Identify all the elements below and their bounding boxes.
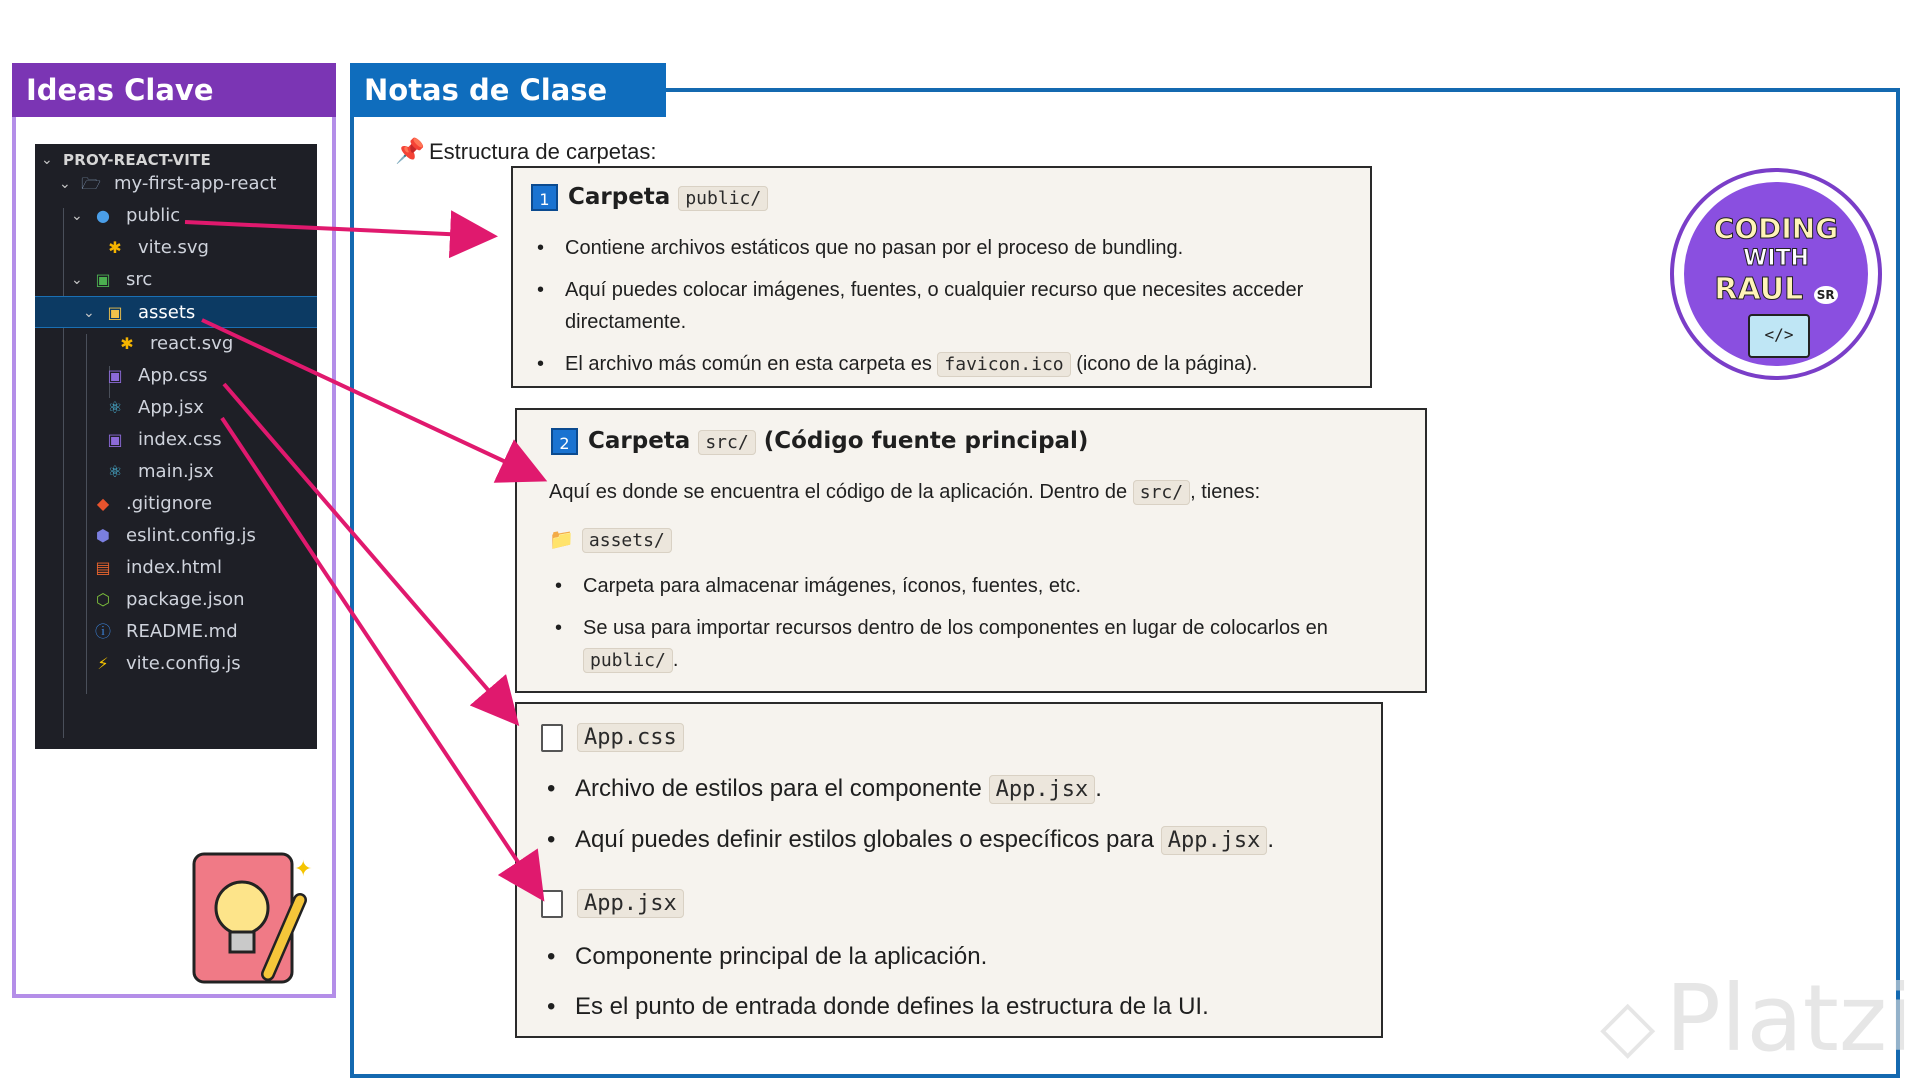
tree-item-label: README.md (126, 621, 238, 642)
git-icon: ◆ (96, 494, 110, 513)
tree-item-label: my-first-app-react (114, 173, 277, 194)
arrow-app-css (224, 384, 514, 720)
inline-code: src/ (698, 430, 755, 455)
inline-code: public/ (678, 186, 768, 211)
tree-item-label: eslint.config.js (126, 525, 256, 546)
watermark-text: Platzi (1665, 965, 1913, 1072)
inline-code: favicon.ico (937, 352, 1070, 377)
bullet-text: Componente principal de la aplicación. (575, 943, 988, 970)
arrow-public (185, 222, 490, 236)
tree-item-label: App.jsx (138, 397, 204, 418)
tree-item-label: package.json (126, 589, 245, 610)
tree-item-label: react.svg (150, 333, 234, 354)
chevron-down-icon: ⌄ (59, 176, 71, 192)
html-file-icon: ▤ (95, 558, 111, 577)
folder-public-icon: ● (96, 206, 110, 225)
number-badge: 2 (551, 428, 578, 455)
tree-item-label: src (126, 269, 153, 290)
folder-src-icon: ▣ (95, 270, 111, 289)
tree-item-label: assets (138, 302, 196, 323)
bullet-text: Carpeta para almacenar imágenes, íconos, fuentes, etc. (583, 575, 1082, 597)
inline-code: public/ (583, 648, 673, 673)
tree-item-label: App.css (138, 365, 208, 386)
bullet-text: directamente. (565, 311, 687, 333)
inline-code: assets/ (582, 528, 672, 553)
tree-item-label: main.jsx (138, 461, 214, 482)
info-icon: ⓘ (94, 622, 111, 641)
logo-badge: SR (1814, 286, 1838, 304)
notas-de-clase-header: Notas de Clase (350, 63, 666, 117)
card-title-text: Carpeta (568, 184, 671, 210)
tree-item-label: index.html (126, 557, 222, 578)
vite-icon: ⚡ (97, 654, 109, 673)
logo-text: WITH (1743, 246, 1809, 271)
explorer-root-label: PROY-REACT-VITE (63, 151, 211, 169)
inline-code: App.css (577, 723, 684, 752)
bullet-text: . (672, 649, 679, 671)
inline-code: App.jsx (577, 889, 684, 918)
tree-item-label: index.css (138, 429, 222, 450)
eslint-icon: ⬢ (96, 526, 110, 545)
code-window-icon: </> (1748, 314, 1810, 358)
svg-file-icon: ✱ (120, 334, 134, 353)
inline-code: src/ (1133, 480, 1190, 505)
card-title-text: Carpeta (588, 428, 691, 454)
bullet-text: (icono de la página). (1076, 353, 1258, 375)
number-badge: 1 (531, 184, 558, 211)
bullet-text: Aquí puedes colocar imágenes, fuentes, o cualquier recurso que necesites acceder (565, 279, 1304, 301)
bullet-text: Aquí puedes definir estilos globales o específicos para (575, 826, 1155, 853)
pushpin-icon: 📌 (395, 138, 425, 165)
card-title-suffix: (Código fuente principal) (763, 428, 1089, 454)
bullet-text: Es el punto de entrada donde defines la estructura de la UI. (575, 993, 1209, 1020)
tree-item-label: public (126, 205, 181, 226)
svg-file-icon: ✱ (108, 238, 122, 257)
bullet-text: Archivo de estilos para el componente (575, 775, 982, 802)
bullet-text: Contiene archivos estáticos que no pasan por el proceso de bundling. (565, 237, 1184, 259)
logo-text: RAUL (1714, 272, 1804, 307)
css-file-icon: ▣ (107, 430, 123, 449)
logo-text: CODING (1713, 212, 1839, 245)
intro-text: , tienes: (1190, 481, 1261, 503)
folder-assets-icon: ▣ (107, 303, 123, 322)
inline-code: App.jsx (989, 775, 1096, 804)
chevron-down-icon: ⌄ (41, 152, 53, 168)
platzi-logo-icon: ◇ (1600, 983, 1656, 1067)
react-file-icon: ⚛ (107, 462, 123, 481)
intro-text: Aquí es donde se encuentra el código de la aplicación. Dentro de (549, 481, 1128, 503)
chevron-down-icon: ⌄ (71, 208, 83, 224)
arrow-app-jsx (222, 418, 540, 895)
css-file-icon: ▣ (107, 366, 123, 385)
tree-item-label: .gitignore (126, 493, 213, 514)
folder-icon: 📁 (549, 529, 574, 551)
tree-item-label: vite.svg (138, 237, 209, 258)
arrow-assets (202, 320, 540, 478)
bullet-text: . (1095, 775, 1102, 802)
inline-code: App.jsx (1161, 826, 1268, 855)
react-file-icon: ⚛ (107, 398, 123, 417)
svg-text:✦: ✦ (294, 857, 313, 882)
chevron-down-icon: ⌄ (71, 272, 83, 288)
ideas-clave-header: Ideas Clave (12, 63, 336, 117)
bullet-text: . (1267, 826, 1275, 853)
bullet-text: Se usa para importar recursos dentro de los componentes en lugar de colocarlos en (583, 617, 1328, 639)
tree-item-label: vite.config.js (126, 653, 241, 674)
nodejs-icon: ⬡ (96, 590, 110, 609)
folder-open-icon: 🗁 (81, 174, 101, 193)
bullet-text: El archivo más común en esta carpeta es (565, 353, 932, 375)
intro-text: Estructura de carpetas: (429, 139, 657, 164)
chevron-down-icon: ⌄ (83, 305, 95, 321)
